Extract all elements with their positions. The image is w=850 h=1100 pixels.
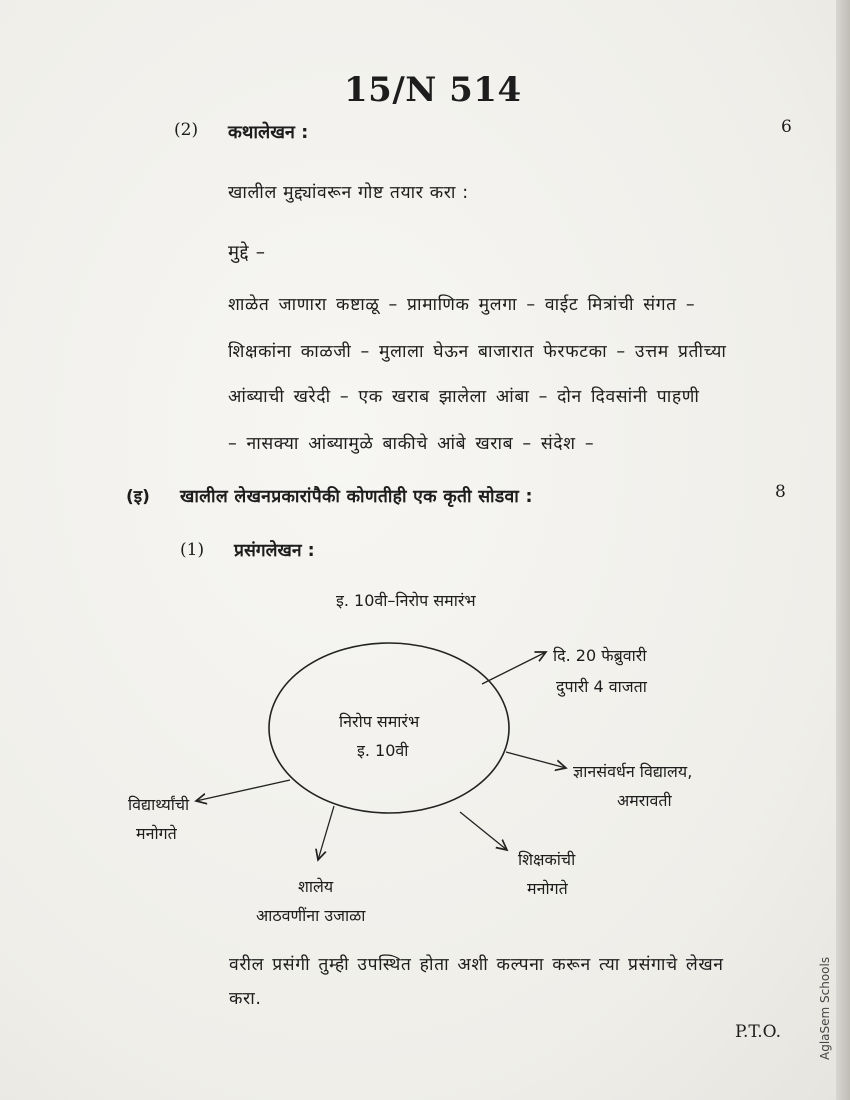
memories-label-line1: शालेय (298, 877, 334, 896)
section-e-label: (इ) (126, 487, 150, 507)
arrow-memories (318, 806, 334, 860)
arrow-teachers (460, 812, 507, 850)
students-label-line2: मनोगते (136, 824, 177, 843)
teachers-label-line1: शिक्षकांची (518, 850, 576, 869)
q2-instruction: खालील मुद्द्यांवरून गोष्ट तयार करा : (228, 183, 469, 203)
q1-heading: प्रसंगलेखन : (234, 541, 315, 561)
arrow-venue (506, 752, 566, 768)
q2-heading: कथालेखन : (228, 122, 309, 143)
center-label-line1: निरोप समारंभ (339, 712, 420, 731)
q2-point-line: शाळेत जाणारा कष्टाळू – प्रामाणिक मुलगा – वाईट मित्रांची संगत – (228, 295, 696, 315)
memories-label-line2: आठवणींना उजाळा (256, 906, 366, 925)
q2-point-line: शिक्षकांना काळजी – मुलाला घेऊन बाजारात फेरफटका – उत्तम प्रतीच्या (228, 342, 727, 362)
q1-subtitle: इ. 10वी–निरोप समारंभ (336, 591, 476, 610)
teachers-label-line2: मनोगते (527, 879, 568, 898)
students-label-line1: विद्यार्थ्यांची (128, 795, 190, 814)
section-e-heading: खालील लेखनप्रकारांपैकी कोणतीही एक कृती सोडवा : (180, 487, 533, 507)
center-label-line2: इ. 10वी (357, 741, 409, 760)
q2-marks: 6 (781, 117, 792, 137)
arrow-date (482, 652, 546, 684)
watermark: AglaSem Schools (818, 956, 832, 1060)
q2-point-line: आंब्याची खरेदी – एक खराब झालेला आंबा – दोन दिवसांनी पाहणी (228, 387, 700, 407)
q1-number: (1) (180, 540, 205, 560)
closing-line1: वरील प्रसंगी तुम्ही उपस्थित होता अशी कल्पना करून त्या प्रसंगाचे लेखन (229, 955, 724, 975)
arrow-students (196, 780, 290, 801)
closing-line2: करा. (229, 989, 262, 1009)
q2-points-label: मुद्दे – (228, 242, 266, 263)
q2-number: (2) (174, 120, 199, 140)
venue-label-line1: ज्ञानसंवर्धन विद्यालय, (573, 762, 693, 781)
pto-label: P.T.O. (735, 1022, 781, 1042)
paper-code: 15/N 514 (344, 70, 522, 110)
venue-label-line2: अमरावती (617, 791, 672, 810)
section-e-marks: 8 (775, 482, 786, 502)
date-label-line1: दि. 20 फेब्रुवारी (553, 646, 647, 665)
q2-point-line: – नासक्या आंब्यामुळे बाकीचे आंबे खराब – संदेश – (228, 434, 595, 454)
date-label-line2: दुपारी 4 वाजता (556, 677, 647, 696)
